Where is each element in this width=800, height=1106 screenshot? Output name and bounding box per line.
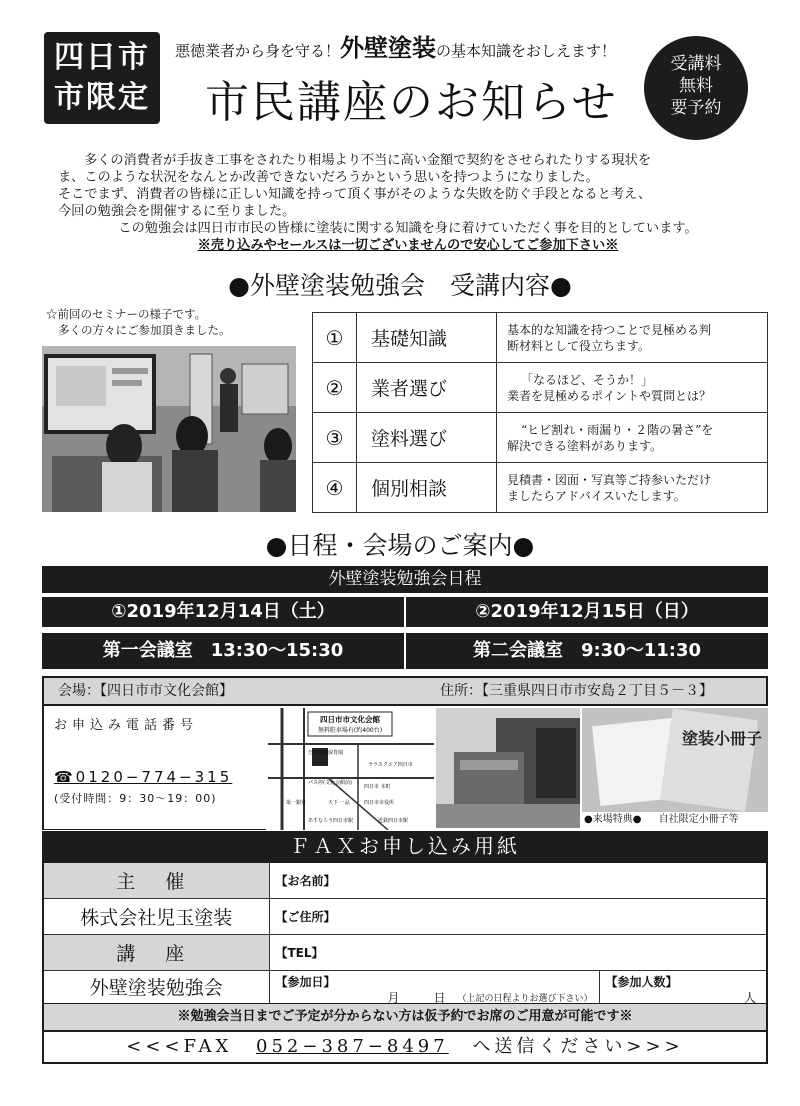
day-label: 日 [433, 990, 446, 1005]
schedule-bar-title: 外壁塗装勉強会日程 [42, 566, 768, 593]
course-name: 外壁塗装勉強会 [43, 970, 269, 1004]
venue-building-photo [436, 708, 580, 828]
provisional-reservation-note: ※勉強会当日までご予定が分からない方は仮予約でお席のご用意が可能です※ [42, 1004, 768, 1032]
photo-caption [46, 306, 231, 338]
bonus-caption [584, 810, 770, 825]
map-label: ララスクエア四日市 [368, 762, 413, 768]
course-desc-line: 業者を見極めるポイントや質問とは？ [507, 388, 712, 403]
intro-line-5: この勉強会は四日市市民の皆様に塗装に関する知識を身に着けていただく事を目的としています。 [118, 221, 698, 236]
bonus-text: 自社限定小冊子等 [658, 814, 739, 825]
address-field[interactable] [269, 898, 767, 934]
free-reservation-badge [644, 36, 748, 140]
intro-text [58, 152, 758, 254]
participants-unit: 人 [743, 990, 756, 1005]
participation-date-field[interactable] [270, 971, 600, 1004]
fax-row [43, 970, 767, 1004]
fax-row [43, 898, 767, 934]
booklet-title: 塗装小冊子 [682, 729, 763, 748]
course-row [313, 363, 768, 413]
bonus-label: ●来場特典● [584, 814, 642, 825]
course-desc-line: “ヒビ割れ・雨漏り・２階の暑さ”を [521, 422, 714, 437]
map-label: 四日市 本町 [364, 784, 391, 790]
course-number: ② [313, 363, 357, 413]
course-row [313, 463, 768, 513]
course-row [313, 413, 768, 463]
map-label: たちばな保育園 [308, 750, 344, 756]
room-time-1: 第一会議室 13:30〜15:30 [42, 633, 404, 669]
phone-hours: (受付時間：9：30〜19：00) [54, 792, 217, 805]
venue-address: 住所：【三重県四日市市安島２丁目５－３】 [440, 683, 713, 699]
course-description [497, 313, 768, 363]
phone-box [42, 706, 266, 830]
city-limited-badge [44, 32, 160, 124]
schedule-section-title: ●日程・会場のご案内● [265, 531, 535, 560]
photo-caption-line1: ☆前回のセミナーの様子です。 [46, 307, 207, 321]
map-title: 四日市市文化会館 [320, 715, 380, 724]
tagline-post: の基本知識をおしえます！ [436, 42, 617, 60]
tagline-pre: 悪徳業者から身を守る！ [175, 42, 341, 60]
map-label: 第一銀行 [286, 800, 307, 806]
month-label: 月 [387, 990, 400, 1005]
fax-form-table [42, 861, 768, 1005]
city-badge-line1: 四日市 [54, 40, 150, 75]
fax-send-post: へ送信ください>>> [472, 1036, 684, 1057]
fax-send-line [42, 1032, 768, 1064]
course-title: 個別相談 [357, 463, 497, 513]
free-badge-line1: 受講料 [670, 54, 722, 74]
course-title: 業者選び [357, 363, 497, 413]
phone-number[interactable]: ☎0120−774−315 [54, 768, 233, 786]
date-participants-cell [269, 970, 767, 1004]
tagline [175, 28, 616, 63]
course-desc-line: 見積書・図面・写真等ご持参いただけ [507, 472, 712, 487]
course-number: ③ [313, 413, 357, 463]
course-title: 塗料選び [357, 413, 497, 463]
course-desc-line: 基本的な知識を持つことで見極める判 [507, 322, 712, 337]
venue-row [42, 676, 768, 706]
page-title: 市民講座のお知らせ [205, 77, 618, 128]
map-label: 近鉄四日市駅 [378, 818, 409, 824]
course-desc-line: 「なるほど、そうか！」 [521, 372, 654, 387]
organizer-label: 主 催 [43, 862, 269, 898]
course-label: 講 座 [43, 934, 269, 970]
address-field-label: 【ご住所】 [275, 909, 336, 924]
venue-map [268, 708, 434, 830]
course-row [313, 313, 768, 363]
course-title: 基礎知識 [357, 313, 497, 363]
course-desc-line: ましたらアドバイスいたします。 [507, 488, 686, 503]
photo-caption-line2: 多くの方々にご参加頂きました。 [58, 323, 231, 337]
participants-field[interactable] [600, 971, 767, 1004]
course-number: ④ [313, 463, 357, 513]
fax-number[interactable]: 052−387−8497 [256, 1036, 449, 1057]
date-option-1: ①2019年12月14日（土） [42, 597, 404, 627]
intro-line-2: ま、このような状況をなんとか改善できないだろうかという思いを持つようになりました。 [58, 170, 599, 185]
seminar-photo [42, 346, 296, 512]
course-description [497, 413, 768, 463]
date-note: （上記の日程よりお選び下さい） [457, 993, 593, 1004]
free-badge-line3: 要予約 [670, 98, 722, 118]
course-contents-table [312, 312, 768, 513]
course-desc-line: 断材料として役立ちます。 [507, 338, 651, 353]
course-desc-line: 解決できる塗料があります。 [507, 438, 663, 453]
tel-field-label: 【TEL】 [275, 945, 324, 960]
fax-send-pre: <<<FAX [126, 1036, 233, 1057]
map-label: 四日市市役所 [364, 800, 395, 806]
organizer-name: 株式会社児玉塗装 [43, 898, 269, 934]
name-field-label: 【お名前】 [275, 873, 336, 888]
tagline-emphasis: 外壁塗装 [340, 34, 437, 62]
participants-label: 【参加人数】 [605, 974, 678, 989]
fax-row [43, 862, 767, 898]
map-parking: 無料駐車場有(約400台) [317, 727, 383, 734]
fax-row [43, 934, 767, 970]
venue-name: 会場：【四日市市文化会館】 [58, 683, 233, 699]
intro-line-1: 多くの消費者が手抜き工事をされたり相場より不当に高い金額で契約をさせられたりする現状を [84, 153, 652, 168]
no-sales-warning: ※売り込みやセールスは一切ございませんので安心してご参加下さい※ [197, 238, 619, 253]
bonus-booklet-photo [582, 708, 768, 812]
intro-line-4: 今回の勉強会を開催するに至りました。 [58, 204, 296, 219]
participation-date-label: 【参加日】 [275, 974, 336, 989]
course-number: ① [313, 313, 357, 363]
room-time-2: 第二会議室 9:30〜11:30 [406, 633, 768, 669]
map-label: あすなろう四日市駅 [308, 818, 354, 824]
map-label: パス停(文化会館前) [308, 780, 352, 786]
course-description [497, 363, 768, 413]
city-badge-line2: 市限定 [54, 80, 150, 115]
fax-form-title: ＦＡＸお申し込み用紙 [42, 831, 768, 861]
name-field[interactable] [269, 862, 767, 898]
free-badge-line2: 無料 [679, 76, 713, 96]
map-label: 天下 一品 [328, 800, 350, 806]
intro-line-3: そこでまず、消費者の皆様に正しい知識を持って頂く事がそのような失敗を防ぐ手段となると考え、 [58, 187, 652, 202]
tel-field[interactable] [269, 934, 767, 970]
course-section-title: ●外壁塗装勉強会 受講内容● [228, 271, 572, 300]
course-description [497, 463, 768, 513]
date-option-2: ②2019年12月15日（日） [406, 597, 768, 627]
phone-label: お申込み電話番号 [54, 718, 199, 733]
